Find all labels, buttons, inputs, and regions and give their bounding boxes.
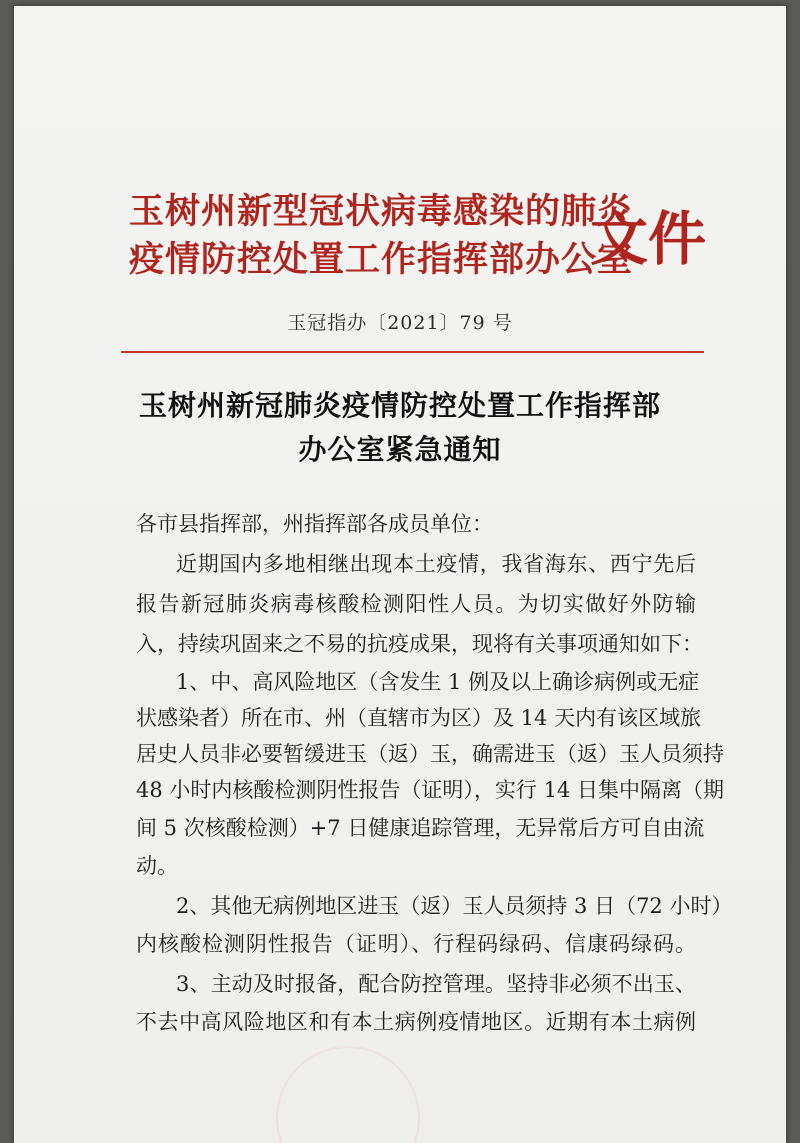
faint-stamp-mark <box>276 1046 420 1143</box>
body-line: 近期国内多地相继出现本土疫情，我省海东、西宁先后 <box>176 552 696 576</box>
document-number: 玉冠指办〔2021〕79 号 <box>287 312 513 334</box>
body-line: 2、其他无病例地区进玉（返）玉人员须持 3 日（72 小时） <box>176 894 733 918</box>
body-line: 内核酸检测阴性报告（证明）、行程码绿码、信康码绿码。 <box>136 932 696 956</box>
document-page <box>14 6 786 1143</box>
body-line: 入，持续巩固来之不易的抗疫成果，现将有关事项通知如下： <box>136 632 703 656</box>
issuer-name-line-2: 疫情防控处置工作指挥部办公室 <box>129 240 634 280</box>
body-line: 状感染者）所在市、州（直辖市为区）及 14 天内有该区域旅 <box>136 706 702 730</box>
body-line: 48 小时内核酸检测阴性报告（证明），实行 14 日集中隔离（期 <box>136 778 724 802</box>
notice-title-line-1: 玉树州新冠肺炎疫情防控处置工作指挥部 <box>138 389 661 422</box>
body-line: 居史人员非必要暂缓进玉（返）玉，确需进玉（返）玉人员须持 <box>136 742 724 766</box>
document-type-label: 文件 <box>590 205 707 273</box>
body-line: 1、中、高风险地区（含发生 1 例及以上确诊病例或无症 <box>176 670 700 694</box>
body-line: 报告新冠肺炎病毒核酸检测阳性人员。为切实做好外防输 <box>136 592 696 616</box>
body-line: 动。 <box>136 854 178 878</box>
red-separator-line <box>121 351 704 353</box>
body-line: 间 5 次核酸检测）+7 日健康追踪管理，无异常后方可自由流 <box>136 816 705 840</box>
notice-title-line-2: 办公室紧急通知 <box>298 433 502 466</box>
salutation: 各市县指挥部，州指挥部各成员单位： <box>136 512 493 536</box>
body-line: 3、主动及时报备，配合防控管理。坚持非必须不出玉、 <box>176 972 696 996</box>
issuer-name-line-1: 玉树州新型冠状病毒感染的肺炎 <box>129 192 634 232</box>
body-line: 不去中高风险地区和有本土病例疫情地区。近期有本土病例 <box>136 1010 696 1034</box>
